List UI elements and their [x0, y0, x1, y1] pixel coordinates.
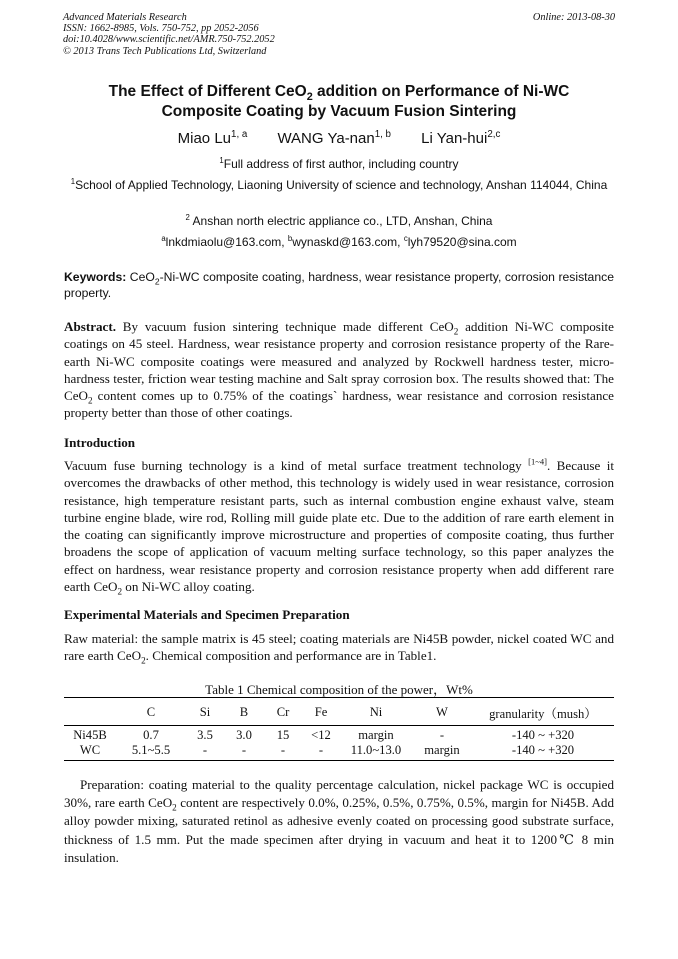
affiliation-2: $^2$ Anshan north electric appliance co., LTD, Anshan, China	[185, 213, 493, 228]
composition-table	[64, 697, 614, 761]
author-emails: $^a$lnkdmiaolu@163.com, $^b$wynaskd@163.com, $^c$lyh79520@sina.com	[161, 234, 517, 249]
online-date: Online: 2013-08-30	[532, 12, 615, 23]
affiliation-template: $^1$Full address of first author, including country	[219, 156, 459, 171]
table-row: Ni45B 0.7 3.5 3.0 15 <12 margin - -140 ~ +320	[73, 728, 575, 742]
issn-line: ISSN: 1662-8985, Vols. 750-752, pp 2052-2056	[63, 23, 259, 35]
citation[interactable]: [1~4]	[528, 456, 547, 467]
doi-line: doi:10.4028/www.scientific.net/AMR.750-752.2052	[63, 34, 275, 46]
table-header-row: C Si B Cr Fe Ni W granularity（mush）	[64, 698, 614, 726]
introduction-text: Vacuum fuse burning technology is a kind of metal surface treatment technology [1~4]. Because it overcomes the drawbacks of other method, this technology is widely used in wear resistance, corrosion resistance, high temperature resistant parts, such as internal combustion engine exhaust valve, steam turbine engine blade, wire rod, Rolling mill guide plate etc. Due to the addition of rare earth element in the coating can significantly improve microstructure and properties of composite coating, thus further broadens the scope of application of vacuum melting surface technology, so this paper analyzes the effect on hardness, wear resistance property and corrosion resistance property when add different rare earth CeO$_2$ on Ni-WC alloy coating.	[64, 456, 614, 597]
keywords: Keywords: CeO$_2$-Ni-WC composite coating, hardness, wear resistance property, corrosion resistance property.	[64, 270, 614, 300]
email-link[interactable]: lyh79520@sina.com	[407, 235, 517, 249]
affiliation-1: $^1$School of Applied Technology, Liaoning University of science and technology, Anshan 114044, China	[70, 177, 608, 192]
email-link[interactable]: lnkdmiaolu@163.com,	[165, 235, 288, 249]
section-heading-introduction: Introduction	[64, 435, 136, 450]
author: WANG Ya-nan$^{1, b}$	[277, 129, 391, 147]
section-heading-experimental: Experimental Materials and Specimen Preparation	[64, 607, 350, 622]
table-row: WC 5.1~5.5 - - - - 11.0~13.0 margin -140 ~ +320	[64, 743, 614, 761]
paper-title: The Effect of Different CeO$_2$ addition on Performance of Ni-WC Composite Coating by Vacuum Fusion Sintering	[108, 83, 570, 120]
author: Li Yan-hui$^{2,c}$	[421, 129, 501, 147]
table-caption: Table 1 Chemical composition of the power，Wt%	[205, 682, 473, 697]
author-list	[64, 130, 614, 147]
experimental-text: Raw material: the sample matrix is 45 steel; coating materials are Ni45B powder, nickel coated WC and rare earth CeO$_2$. Chemical composition and performance are in Table1.	[64, 631, 614, 666]
author: Miao Lu$^{1, a}$	[177, 129, 248, 147]
journal-header	[63, 12, 275, 57]
journal-name: Advanced Materials Research	[63, 12, 187, 23]
preparation-text: Preparation: coating material to the quality percentage calculation, nickel package WC is occupied 30%, rare earth CeO$_2$ content are respectively 0.0%, 0.25%, 0.5%, 0.75%, 0.5%, margin for Ni45B. Add alloy powder mixing, saturated retinol as adhesive evenly coated on processing good substrate surface, thickness of 1.5 mm. Put the made specimen after drying in vacuum and heat it to 1200℃ 8 min insulation.	[64, 777, 614, 865]
email-link[interactable]: wynaskd@163.com,	[292, 235, 404, 249]
copyright-line: © 2013 Trans Tech Publications Ltd, Switzerland	[63, 45, 267, 57]
abstract: Abstract. By vacuum fusion sintering technique made different CeO$_2$ addition Ni-WC composite coatings on 45 steel. Hardness, wear resistance property and corrosion resistance property of the Rare-earth Ni-WC composite coatings were measured and analyzed by Rockwell hardness tester, micro-hardness tester, friction wear testing machine and Salt spray corrosion box. The results showed that: The CeO$_2$ content comes up to 0.75% of the coatings` hardness, wear resistance and corrosion resistance property better than those of other coatings.	[64, 319, 614, 421]
